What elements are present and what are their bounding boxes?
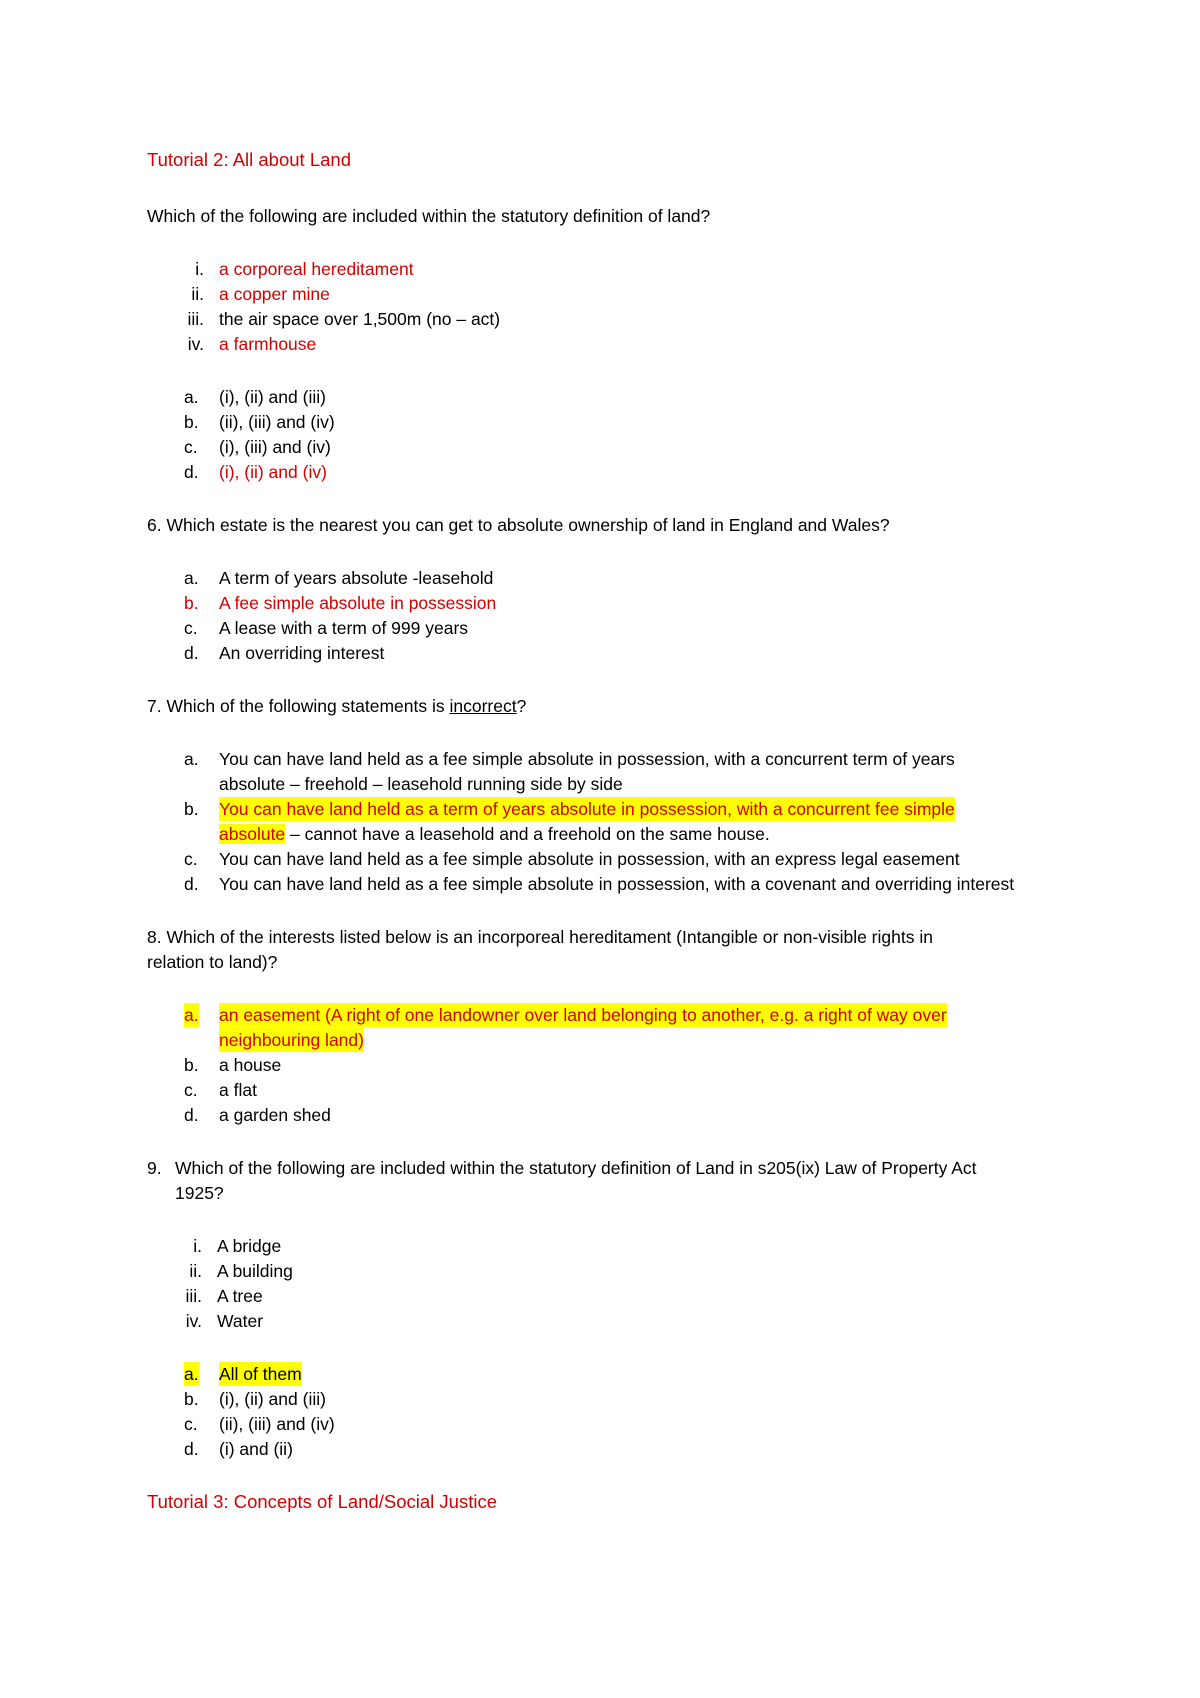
option-text: An overriding interest <box>219 643 385 663</box>
option-marker: d. <box>184 1439 199 1459</box>
option-marker: a. <box>184 1005 199 1025</box>
option-marker: a. <box>184 1364 199 1384</box>
option-text: (i), (iii) and (iv) <box>219 437 331 457</box>
item-text: A bridge <box>217 1236 282 1256</box>
question-marker: 9. <box>147 1158 162 1178</box>
item-text: a copper mine <box>219 284 330 304</box>
question-7 <box>147 694 526 718</box>
item-marker: iv. <box>187 334 204 354</box>
q7-underlined: incorrect <box>449 696 517 716</box>
heading-suffix: : All about Land <box>223 149 351 170</box>
plain-text: – cannot have a leasehold and a freehold on the same house. <box>285 824 770 844</box>
option-text: a house <box>219 1055 282 1075</box>
option-text: an easement (A right of one landowner over land belonging to another, e.g. a right of way over <box>219 1005 947 1025</box>
item-text: A building <box>217 1261 293 1281</box>
option-marker: d. <box>184 874 199 894</box>
option-text: (i) and (ii) <box>219 1439 293 1459</box>
option-text: (i), (ii) and (iii) <box>219 387 326 407</box>
item-marker: ii. <box>189 1261 202 1281</box>
option-marker: c. <box>184 1080 198 1100</box>
option-text: (ii), (iii) and (iv) <box>219 412 335 432</box>
item-text: A tree <box>217 1286 263 1306</box>
question-text: 1925? <box>175 1183 224 1203</box>
option-marker: c. <box>184 618 198 638</box>
item-text: Water <box>217 1311 264 1331</box>
option-marker: b. <box>184 1389 199 1409</box>
item-text: the air space over 1,500m (no – act) <box>219 309 501 329</box>
item-marker: iv. <box>185 1311 202 1331</box>
item-text: a farmhouse <box>219 334 317 354</box>
question-8-line-1: 8. Which of the interests listed below is an incorporeal hereditament (Intangible or non-visible rights in <box>147 927 933 947</box>
option-text: (i), (ii) and (iv) <box>219 462 327 482</box>
item-marker: i. <box>195 259 204 279</box>
heading-prefix: Tutorial 2 <box>147 149 224 170</box>
option-text: absolute – freehold – leasehold running side by side <box>219 774 623 794</box>
heading-prefix: Tutorial 3 <box>147 1491 224 1512</box>
option-marker: b. <box>184 799 199 819</box>
option-text: You can have land held as a fee simple absolute in possession, with a covenant and overriding interest <box>219 874 1015 894</box>
option-text: neighbouring land) <box>219 1030 364 1050</box>
option-marker: b. <box>184 412 199 432</box>
highlighted-text: absolute <box>219 824 286 844</box>
option-text: You can have land held as a fee simple absolute in possession, with a concurrent term of years <box>219 749 955 769</box>
option-text: (ii), (iii) and (iv) <box>219 1414 335 1434</box>
option-marker: c. <box>184 437 198 457</box>
option-marker: b. <box>184 593 199 613</box>
option-text: All of them <box>219 1364 302 1384</box>
option-marker: a. <box>184 568 199 588</box>
option-text: You can have land held as a term of years absolute in possession, with a concurrent fee simple <box>219 799 955 819</box>
option-text: A term of years absolute -leasehold <box>219 568 494 588</box>
option-text: (i), (ii) and (iii) <box>219 1389 326 1409</box>
q7-text-end: ? <box>516 696 527 716</box>
option-marker: b. <box>184 1055 199 1075</box>
item-marker: iii. <box>185 1286 202 1306</box>
item-marker: i. <box>193 1236 202 1256</box>
tutorial-2-heading <box>147 148 351 172</box>
tutorial-3-heading <box>147 1490 497 1514</box>
option-marker: d. <box>184 643 199 663</box>
item-text: a corporeal hereditament <box>219 259 414 279</box>
option-text: A fee simple absolute in possession <box>219 593 497 613</box>
option-text: a garden shed <box>219 1105 331 1125</box>
option-text: You can have land held as a fee simple absolute in possession, with an express legal easement <box>219 849 960 869</box>
option-text: A lease with a term of 999 years <box>219 618 469 638</box>
question-text: Which of the following are included within the statutory definition of Land in s205(ix) Law of Property Act <box>175 1158 977 1178</box>
option-marker: c. <box>184 1414 198 1434</box>
q7-text: 7. Which of the following statements is <box>147 696 450 716</box>
option-marker: a. <box>184 749 199 769</box>
option-marker: d. <box>184 462 199 482</box>
question-6: 6. Which estate is the nearest you can get to absolute ownership of land in England and Wales? <box>147 515 890 535</box>
option-marker: d. <box>184 1105 199 1125</box>
item-marker: iii. <box>187 309 204 329</box>
option-text <box>219 822 770 846</box>
option-marker: c. <box>184 849 198 869</box>
item-marker: ii. <box>191 284 204 304</box>
option-text: a flat <box>219 1080 257 1100</box>
question-8-line-2: relation to land)? <box>147 952 278 972</box>
question-intro: Which of the following are included within the statutory definition of land? <box>147 206 711 226</box>
option-marker: a. <box>184 387 199 407</box>
heading-suffix: : Concepts of Land/Social Justice <box>223 1491 497 1512</box>
